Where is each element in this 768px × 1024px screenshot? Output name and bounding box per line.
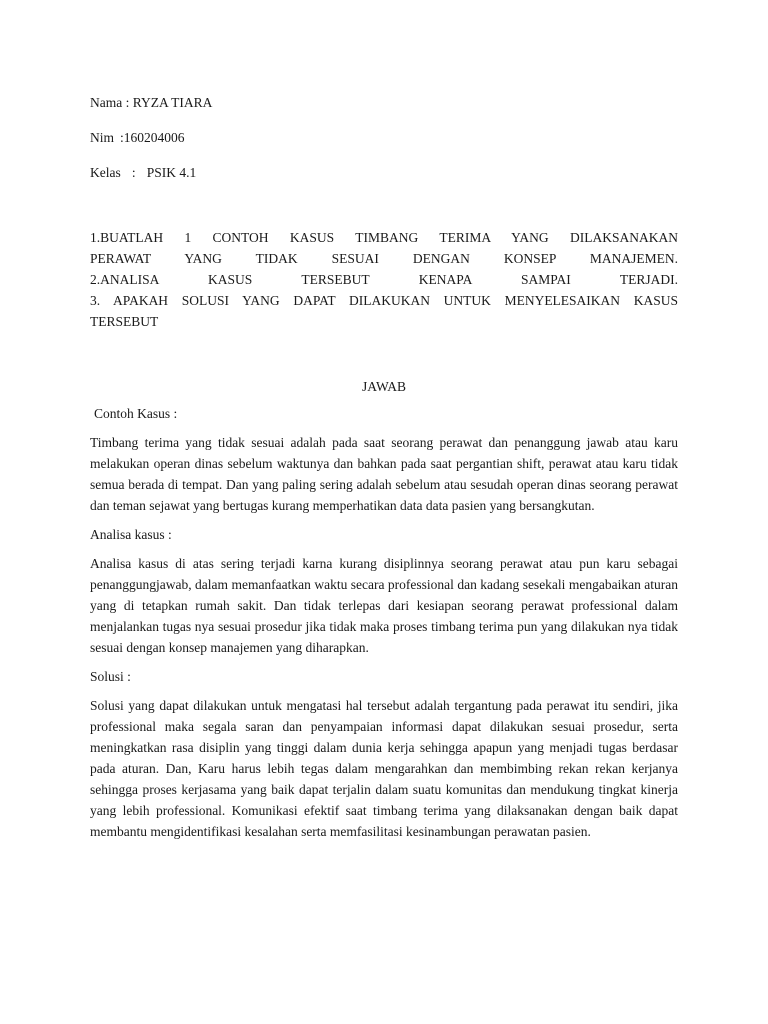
- nim-label: Nim: [90, 130, 115, 145]
- kelas-separator: :: [131, 165, 136, 180]
- kelas-label: Kelas: [90, 165, 121, 180]
- question-3-line-1: 3. APAKAH SOLUSI YANG DAPAT DILAKUKAN UNTUK MENYELESAIKAN KASUS: [90, 293, 678, 308]
- question-block: [90, 227, 678, 332]
- analisa-kasus-text: Analisa kasus di atas sering terjadi karna kurang disiplinnya seorang perawat atau pun karu sebagai penanggungjawab, dalam memanfaatkan waktu secara professional dan kadang sesekali mengabaikan aturan yang di tetapkan rumah sakit. Dan tidak terlepas dari kesiapan seorang perawat professional dalam menjalankan tugas nya sesuai prosedur jika tidak maka proses timbang terima pun yang dilakukan nya tidak sesuai dengan konsep manajemen yang diharapkan.: [90, 556, 678, 655]
- analisa-kasus-label: Analisa kasus :: [90, 527, 172, 542]
- kelas-value: PSIK 4.1: [146, 165, 197, 180]
- question-2: 2.ANALISA KASUS TERSEBUT KENAPA SAMPAI TERJADI.: [90, 272, 678, 287]
- student-class: [90, 162, 678, 183]
- contoh-kasus-text: Timbang terima yang tidak sesuai adalah pada saat seorang perawat dan penanggung jawab atau karu melakukan operan dinas sebelum waktunya dan bahkan pada saat pergantian shift, perawat atau karu tidak semua berada di tempat. Dan yang paling sering adalah sebelum atau sesudah operan dinas seorang perawat dan teman sejawat yang bertugas kurang memperhatikan data data pasien yang bersangkutan.: [90, 435, 678, 513]
- student-nim: [90, 127, 678, 148]
- solusi-label: Solusi :: [90, 669, 131, 684]
- question-3-line-2: TERSEBUT: [90, 314, 159, 329]
- document-content: [90, 92, 678, 842]
- question-1-line-2: PERAWAT YANG TIDAK SESUAI DENGAN KONSEP MANAJEMEN.: [90, 251, 678, 266]
- student-name: Nama : RYZA TIARA: [90, 95, 213, 110]
- question-1-line-1: 1.BUATLAH 1 CONTOH KASUS TIMBANG TERIMA YANG DILAKSANAKAN: [90, 230, 678, 245]
- nim-value: :160204006: [120, 130, 185, 145]
- answer-heading: JAWAB: [362, 379, 406, 394]
- contoh-kasus-label: Contoh Kasus :: [94, 406, 178, 421]
- solusi-text: Solusi yang dapat dilakukan untuk mengatasi hal tersebut adalah tergantung pada perawat itu sendiri, jika professional maka segala saran dan penyampaian informasi dapat dilakukan sesuai prosedur, serta meningkatkan rasa disiplin yang tinggi dalam dunia kerja sehingga apapun yang menjadi tugas berdasar pada aturan. Dan, Karu harus lebih tegas dalam mengarahkan dan membimbing rekan rekan kerjanya sehingga proses kerjasama yang baik dapat terjalin dalam suatu komunitas dan mendukung tingkat kinerja yang lebih professional. Komunikasi efektif saat timbang terima yang dilaksanakan dengan baik dapat membantu mengidentifikasi kesalahan serta memfasilitasi kesinambungan perawatan pasien.: [90, 698, 678, 839]
